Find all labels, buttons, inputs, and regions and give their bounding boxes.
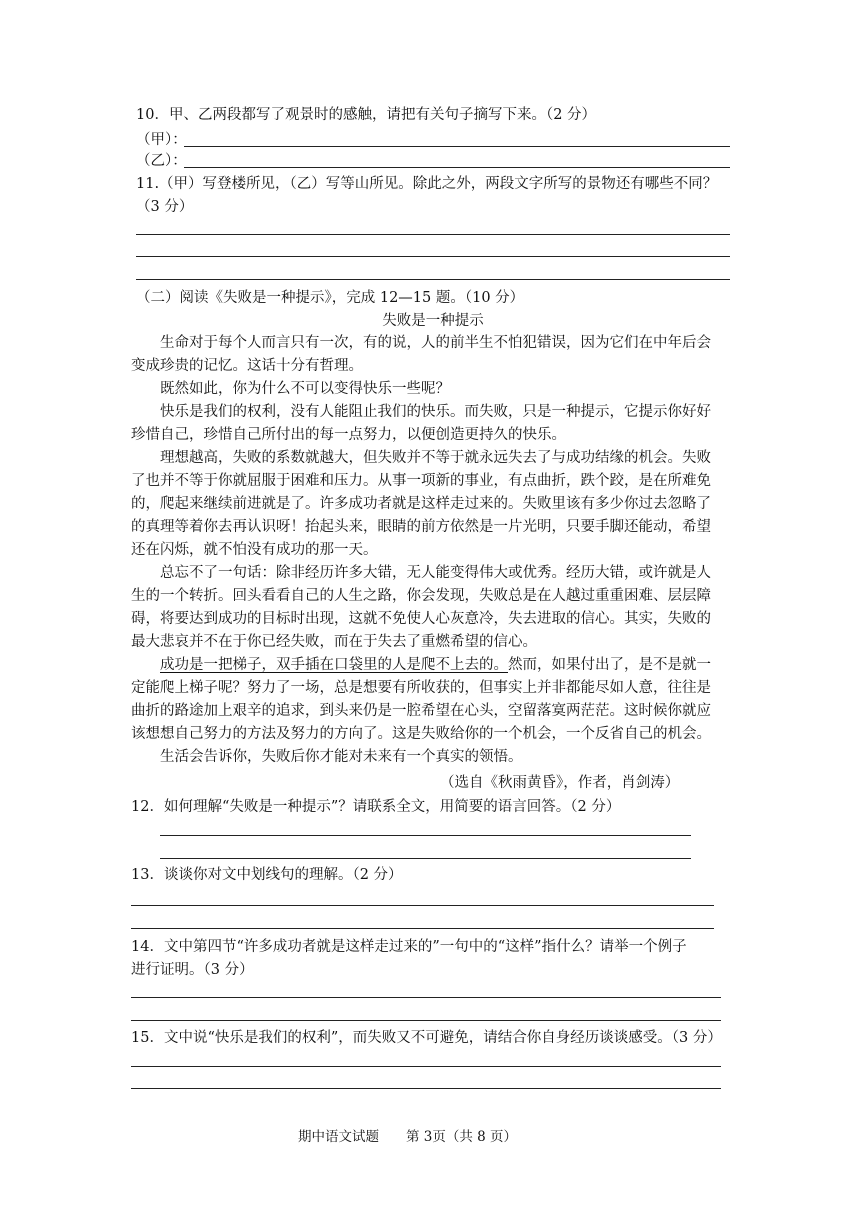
article-line: 珍惜自己，珍惜自己所付出的每一点努力，以便创造更持久的快乐。 [131,427,566,443]
article-line: 了也并不等于你就屈服于困难和压力。从事一项新的事业，有点曲折，跌个跤，是在所难免 [131,473,711,489]
question-14: 14．文中第四节“许多成功者就是这样走过来的”一句中的“这样”指什么？请举一个例子 [131,939,687,955]
article-line: 还在闪烁，就不怕没有成功的那一天。 [131,542,378,558]
article-line: 最大悲哀并不在于你已经失败，而在于失去了重燃希望的信心。 [131,634,537,650]
answer-line-13a[interactable] [131,905,714,906]
answer-label-yi: （乙）： [136,153,187,169]
article-line: 曲折的路途加上艰辛的追求，到头来仍是一腔希望在心头，空留落寞两茫茫。这时候你就应 [131,703,711,719]
article-line: 该想想自己努力的方法及努力的方向了。这是失败给你的一个机会，一个反省自己的机会。 [131,726,711,742]
answer-line-15b[interactable] [131,1088,721,1089]
article-line: 碍，将要达到成功的目标时出现，这就不免使人心灰意冷，失去进取的信心。其实，失败的 [131,611,711,627]
article-line: 既然如此，你为什么不可以变得快乐一些呢？ [160,381,450,397]
answer-line-15a[interactable] [131,1066,721,1067]
article-line: 快乐是我们的权利，没有人能阻止我们的快乐。而失败，只是一种提示，它提示你好好 [160,404,711,420]
question-15: 15．文中说“快乐是我们的权利”，而失败又不可避免，请结合你自身经历谈谈感受。（3 分） [131,1030,722,1046]
article-line: 的，爬起来继续前进就是了。许多成功者就是这样走过来的。失败里该有多少你过去忽略了 [131,496,711,512]
answer-line-12a[interactable] [160,835,691,836]
answer-line-11a[interactable] [136,234,730,235]
answer-line-14b[interactable] [131,1020,721,1021]
article-line-underlined [160,654,711,676]
article-line: 生命对于每个人而言只有一次，有的说，人的前半生不怕犯错误，因为它们在中年后会 [160,335,711,351]
answer-line-jia[interactable] [184,146,730,147]
article-title: 失败是一种提示 [382,313,484,329]
article-line: 的真理等着你去再认识呀！抬起头来，眼睛的前方依然是一片光明，只要手脚还能动，希望 [131,519,711,535]
answer-label-jia: （甲）： [136,132,187,148]
question-12: 12．如何理解“失败是一种提示”？请联系全文，用简要的语言回答。（2 分） [131,799,621,815]
article-line: 生活会告诉你，失败后你才能对未来有一个真实的领悟。 [160,749,523,765]
answer-line-11c[interactable] [136,279,730,280]
question-11: 11.（甲）写登楼所见，（乙）写等山所见。除此之外，两段文字所写的景物还有哪些不同？ [136,176,718,192]
question-13: 13．谈谈你对文中划线句的理解。（2 分） [131,867,403,883]
article-line: 生的一个转折。回头看看自己的人生之路，你会发现，失败总是在人越过重重困难、层层障 [131,588,711,604]
answer-line-13b[interactable] [131,928,714,929]
underlined-sentence: 成功是一把梯子，双手插在口袋里的人是爬不上去的。 [160,657,508,673]
answer-line-11b[interactable] [136,256,730,257]
article-line: 定能爬上梯子呢？努力了一场，总是想要有所收获的，但事实上并非都能尽如人意，往往是 [131,680,711,696]
question-14-cont: 进行证明。（3 分） [131,962,254,978]
article-line: 理想越高，失败的系数就越大，但失败并不等于就永远失去了与成功结缘的机会。失败 [160,450,711,466]
article-line: 总忘不了一句话：除非经历许多大错，无人能变得伟大或优秀。经历大错，或许就是人 [160,565,711,581]
article-source: （选自《秋雨黄昏》，作者，肖剑涛） [440,775,680,791]
answer-line-yi[interactable] [184,167,730,168]
question-10: 10．甲、乙两段都写了观景时的感触，请把有关句子摘写下来。（2 分） [136,107,597,123]
section-heading: （二）阅读《失败是一种提示》，完成 12—15 题。（10 分） [136,290,525,306]
answer-line-14a[interactable] [131,997,721,998]
question-11-score: （3 分） [136,199,194,215]
answer-line-12b[interactable] [160,858,691,859]
page-footer: 期中语文试题 第 3页（共 8 页） [298,1129,518,1145]
article-line: 变成珍贵的记忆。这话十分有哲理。 [131,358,363,374]
article-text: 然而，如果付出了，是不是就一 [508,657,711,673]
